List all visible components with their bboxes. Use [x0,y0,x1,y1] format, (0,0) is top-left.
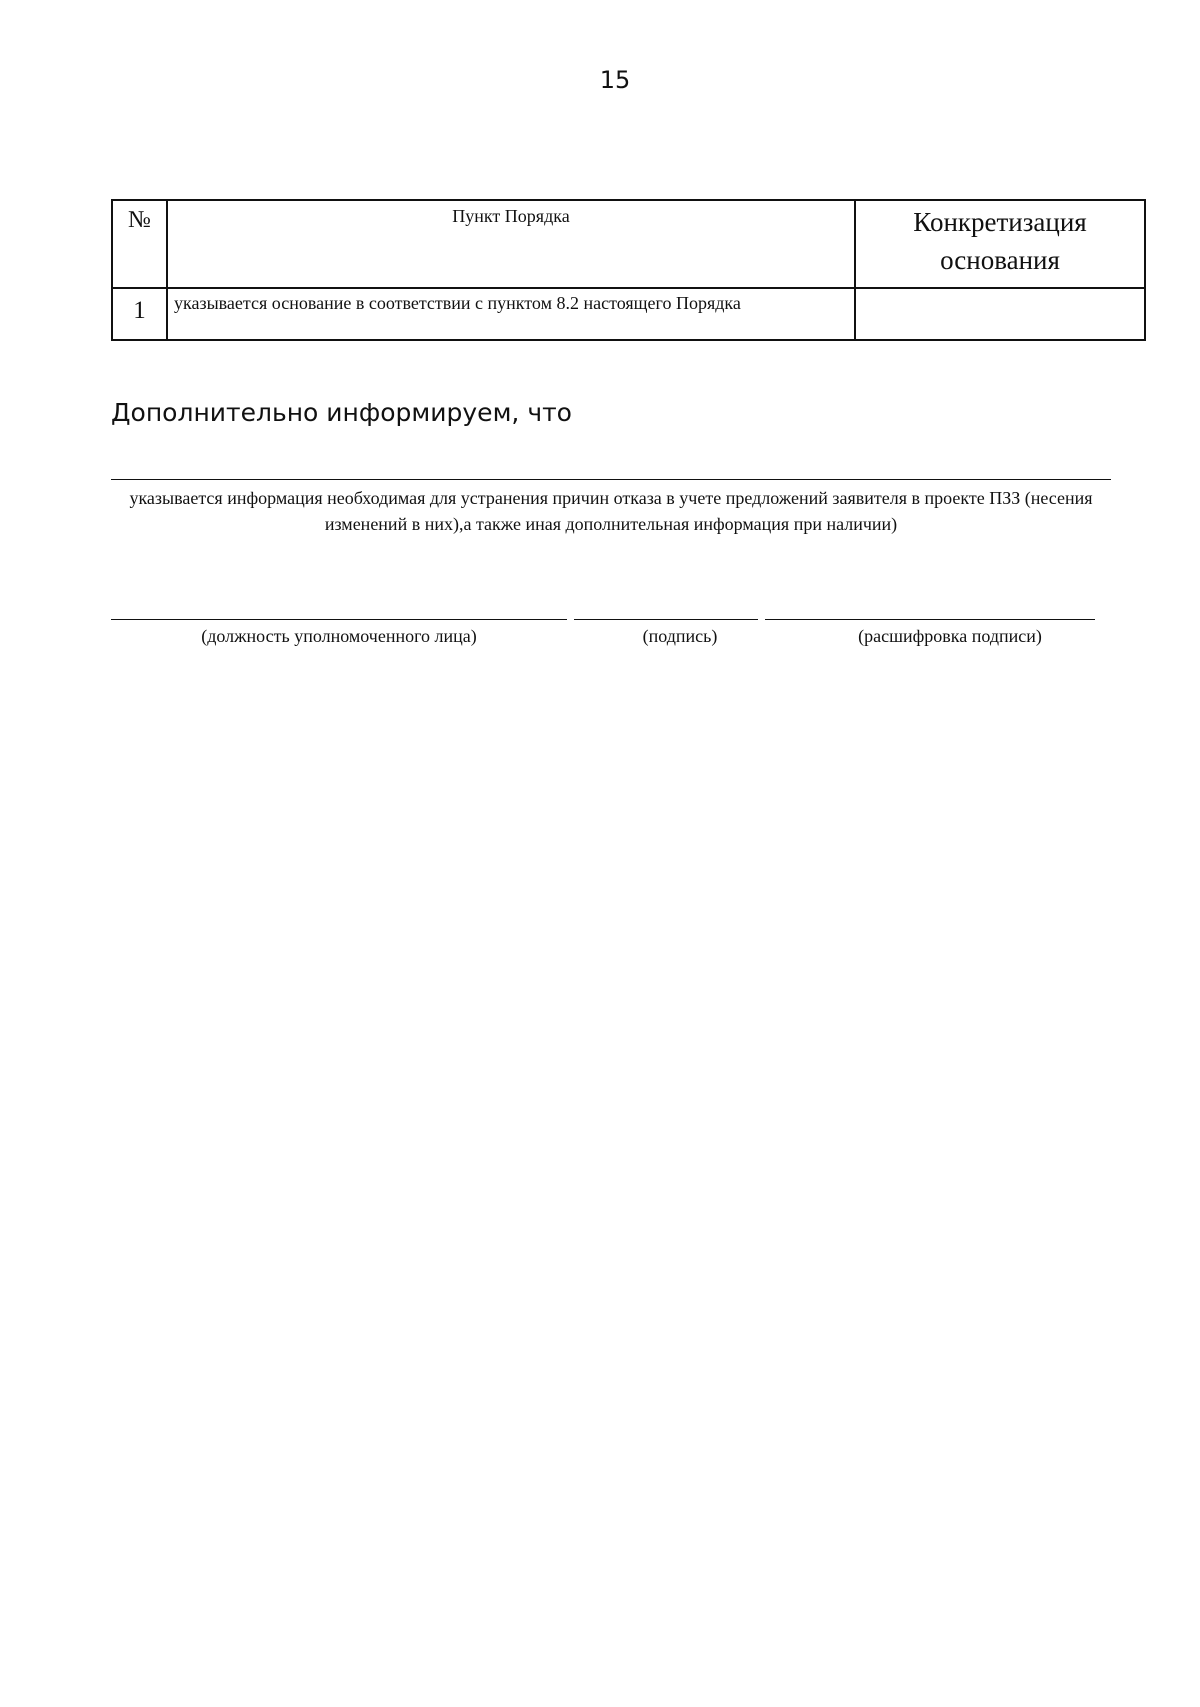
position-caption: (должность уполномоченного лица) [201,626,477,646]
additional-info-caption: указывается информация необходимая для устранения причин отказа в учете предложений заявителя в проекте ПЗЗ (несения изменений в них),а также иная дополнительная информация при наличии) [129,488,1093,534]
page-number: 15 [599,66,631,94]
position-line [111,619,567,620]
row-detail [855,288,1145,340]
table-header-row [112,200,1145,288]
basis-table [111,199,1146,341]
row-number: 1 [112,288,167,340]
header-detail: Конкретизация основания [855,200,1145,288]
decoding-line [765,619,1095,620]
additional-heading: Дополнительно информируем, что [111,398,572,427]
decoding-caption: (расшифровка подписи) [858,626,1042,646]
header-item: Пункт Порядка [167,200,855,288]
table-row [112,288,1145,340]
signature-caption: (подпись) [642,626,718,646]
header-number: № [112,200,167,288]
additional-info-line [111,479,1111,480]
signature-line [574,619,758,620]
row-item: указывается основание в соответствии с пунктом 8.2 настоящего Порядка [167,288,855,340]
